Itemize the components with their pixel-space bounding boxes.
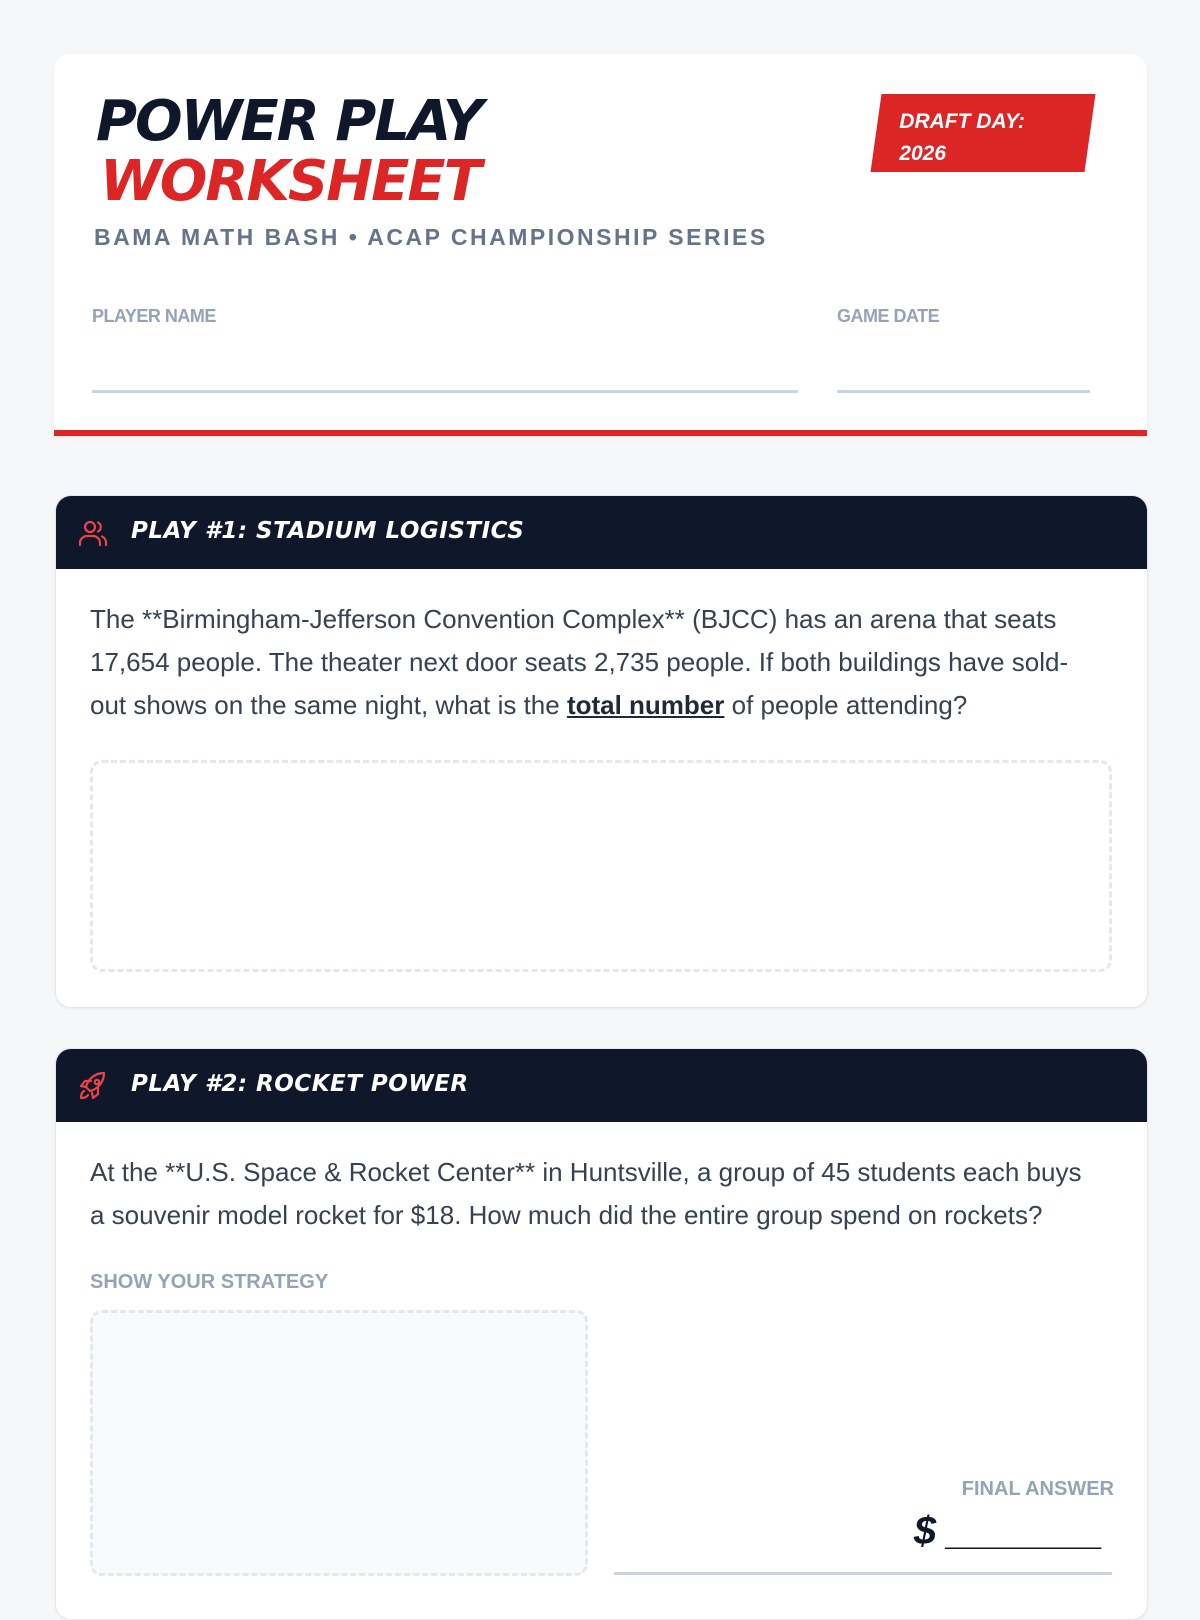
play-1-header bbox=[56, 496, 1147, 569]
badge-line-1: DRAFT DAY: bbox=[899, 110, 1025, 133]
play-2-card bbox=[55, 1048, 1148, 1620]
game-date-label: GAME DATE bbox=[837, 306, 940, 326]
play-1-title: PLAY #1: STADIUM LOGISTICS bbox=[131, 518, 525, 544]
play-1-work-area[interactable] bbox=[90, 760, 1112, 972]
play-1-question-text-end: of people attending? bbox=[724, 690, 968, 720]
game-date-field[interactable] bbox=[837, 390, 1090, 393]
strategy-work-area[interactable] bbox=[90, 1310, 588, 1576]
play-2-header bbox=[56, 1049, 1147, 1122]
badge-line-2: 2026 bbox=[899, 142, 947, 165]
title-line-2: WORKSHEET bbox=[100, 149, 480, 214]
play-1-question-emphasis: total number bbox=[566, 690, 725, 720]
users-icon bbox=[76, 516, 110, 550]
play-1-question bbox=[90, 598, 1100, 727]
subtitle: BAMA MATH BASH • ACAP CHAMPIONSHIP SERIES bbox=[94, 224, 768, 250]
final-answer-line[interactable] bbox=[614, 1572, 1112, 1575]
final-answer-prefix: $ _______ bbox=[913, 1509, 1103, 1553]
strategy-label: SHOW YOUR STRATEGY bbox=[90, 1271, 329, 1293]
worksheet-title bbox=[96, 89, 482, 214]
player-name-field[interactable] bbox=[92, 390, 798, 393]
player-name-label: PLAYER NAME bbox=[92, 306, 216, 326]
rocket-icon bbox=[76, 1069, 110, 1103]
play-2-title: PLAY #2: ROCKET POWER bbox=[131, 1071, 469, 1097]
draft-day-badge bbox=[871, 94, 1096, 172]
play-2-question: At the **U.S. Space & Rocket Center** in Huntsville, a group of 45 students each buys a souvenir model rocket for $18. How much did the entire group spend on rockets? bbox=[90, 1157, 1082, 1230]
worksheet-header bbox=[54, 54, 1147, 436]
final-answer-label: FINAL ANSWER bbox=[961, 1478, 1114, 1500]
title-line-1: POWER PLAY bbox=[96, 89, 482, 154]
play-1-question-text: The **Birmingham-Jefferson Convention Complex** (BJCC) has an arena that seats 17,654 people. The theater next door seats 2,735 people. If both buildings have sold-out shows on the same night, what is the bbox=[90, 604, 1069, 720]
play-1-card bbox=[55, 495, 1148, 1008]
